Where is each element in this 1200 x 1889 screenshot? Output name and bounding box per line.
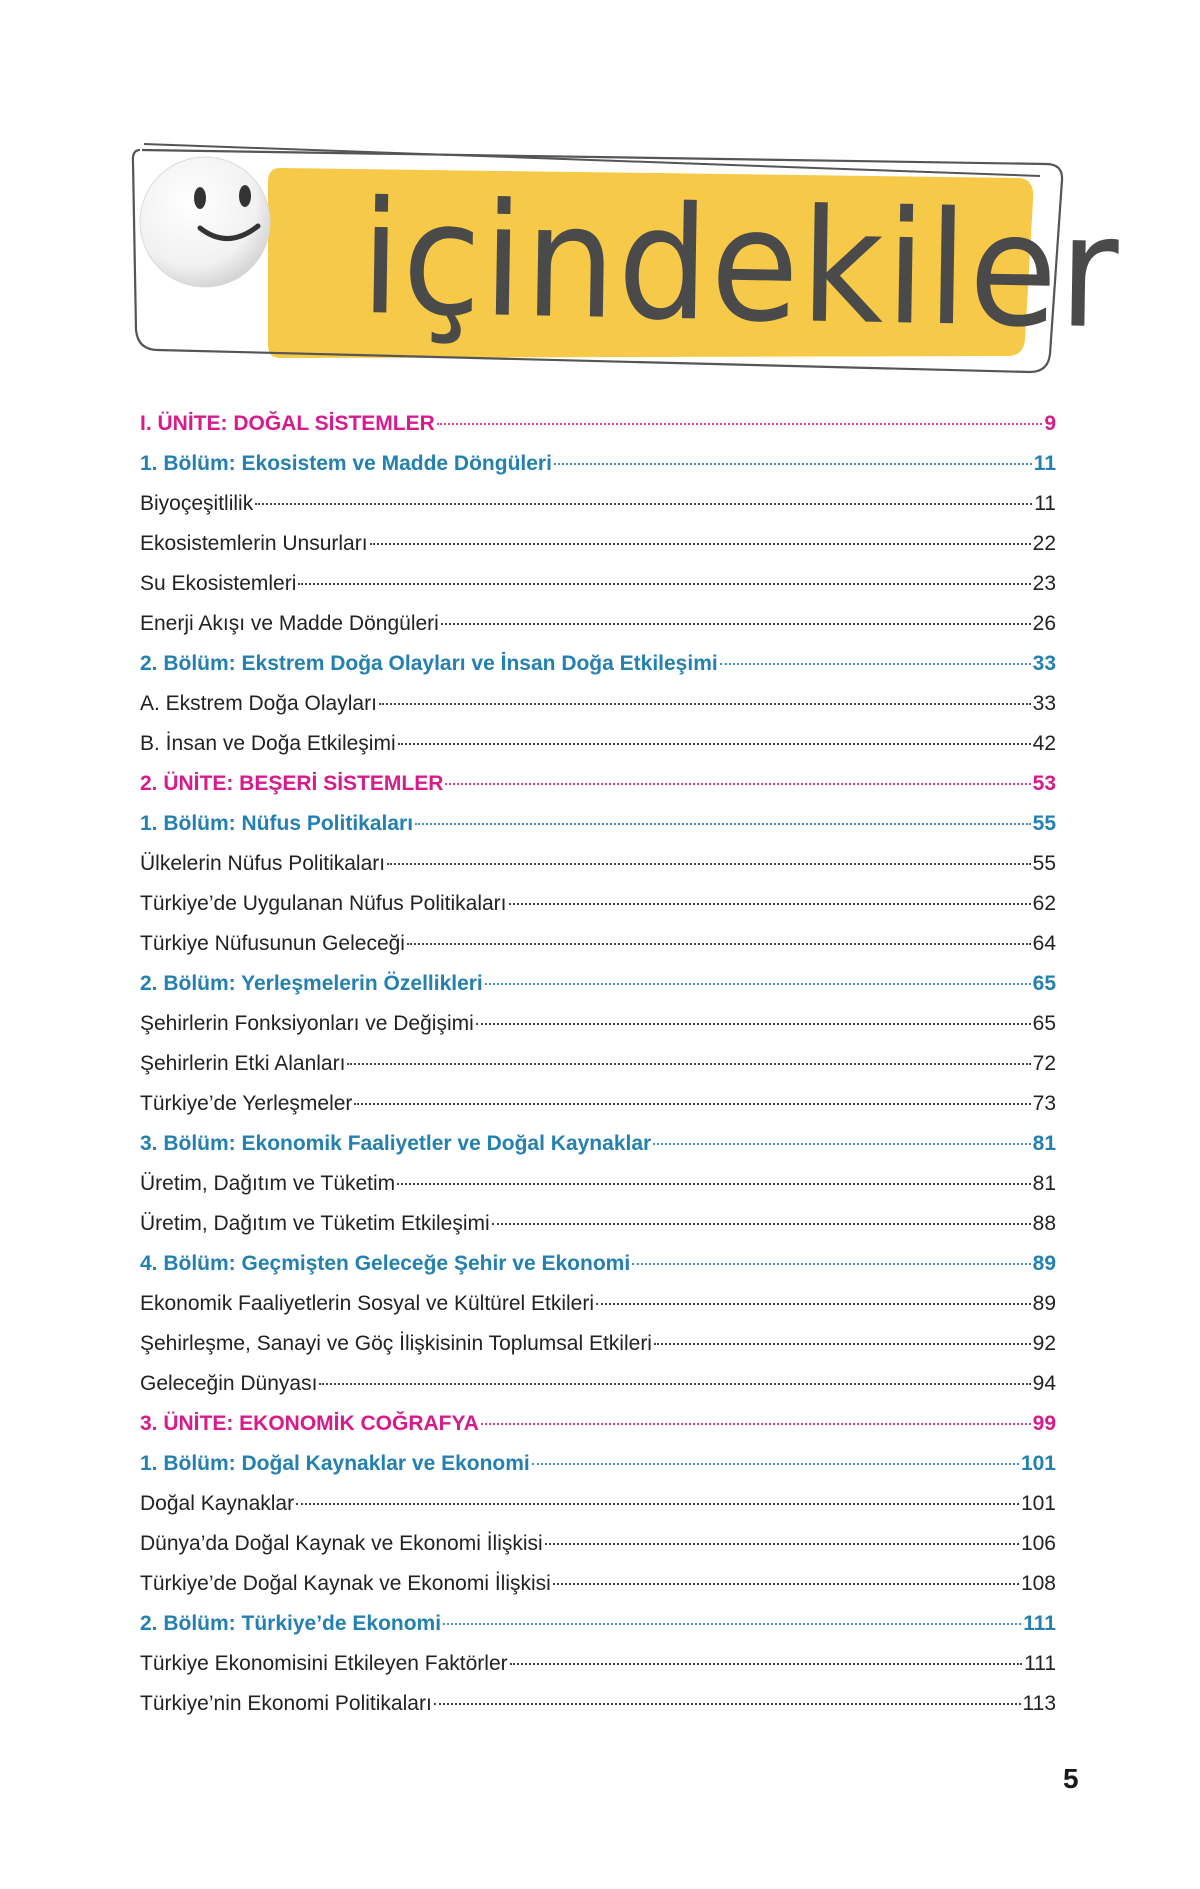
toc-entry-label: Türkiye’nin Ekonomi Politikaları xyxy=(140,1692,432,1715)
toc-item-row[interactable] xyxy=(140,1372,1056,1412)
toc-entry-label: Geleceğin Dünyası xyxy=(140,1372,318,1395)
toc-entry-label: Türkiye Nüfusunun Geleceği xyxy=(140,932,405,955)
toc-entry-label: I. ÜNİTE: DOĞAL SİSTEMLER xyxy=(140,412,435,435)
toc-section-row[interactable] xyxy=(140,972,1056,1012)
toc-item-row[interactable] xyxy=(140,732,1056,772)
page-number: 5 xyxy=(1063,1763,1079,1794)
toc-entry-page: 88 xyxy=(1032,1212,1056,1235)
dot-leader xyxy=(596,1303,1031,1305)
toc-entry-label: A. Ekstrem Doğa Olayları xyxy=(140,692,377,715)
dot-leader xyxy=(654,1343,1031,1345)
toc-entry-page: 111 xyxy=(1023,1612,1056,1635)
toc-entry-page: 101 xyxy=(1020,1452,1056,1475)
dot-leader xyxy=(443,1623,1021,1625)
toc-entry-page: 94 xyxy=(1032,1372,1056,1395)
toc-entry-label: Biyoçeşitlilik xyxy=(140,492,254,515)
toc-entry-page: 33 xyxy=(1032,692,1056,715)
toc-unit-row[interactable] xyxy=(140,412,1056,452)
dot-leader xyxy=(397,1183,1030,1185)
dot-leader xyxy=(653,1143,1030,1145)
dot-leader xyxy=(296,1503,1019,1505)
toc-entry-page: 106 xyxy=(1020,1532,1056,1555)
dot-leader xyxy=(510,1663,1022,1665)
toc-item-row[interactable] xyxy=(140,492,1056,532)
toc-entry-page: 23 xyxy=(1032,572,1056,595)
toc-entry-label: 4. Bölüm: Geçmişten Geleceğe Şehir ve Ekonomi xyxy=(140,1252,631,1275)
toc-entry-page: 99 xyxy=(1032,1412,1056,1435)
toc-entry-page: 73 xyxy=(1032,1092,1056,1115)
toc-section-row[interactable] xyxy=(140,1452,1056,1492)
dot-leader xyxy=(255,503,1032,505)
dot-leader xyxy=(387,863,1031,865)
toc-entry-label: 1. Bölüm: Nüfus Politikaları xyxy=(140,812,414,835)
dot-leader xyxy=(476,1023,1031,1025)
toc-entry-label: Türkiye’de Doğal Kaynak ve Ekonomi İlişkisi xyxy=(140,1572,551,1595)
toc-entry-label: 3. Bölüm: Ekonomik Faaliyetler ve Doğal Kaynaklar xyxy=(140,1132,652,1155)
toc-entry-label: 1. Bölüm: Doğal Kaynaklar ve Ekonomi xyxy=(140,1452,530,1475)
dot-leader xyxy=(481,1423,1031,1425)
toc-item-row[interactable] xyxy=(140,1652,1056,1692)
dot-leader xyxy=(485,983,1031,985)
toc-item-row[interactable] xyxy=(140,1572,1056,1612)
toc-entry-page: 64 xyxy=(1032,932,1056,955)
toc-entry-page: 72 xyxy=(1032,1052,1056,1075)
toc-entry-label: 2. Bölüm: Türkiye’de Ekonomi xyxy=(140,1612,442,1635)
toc-section-row[interactable] xyxy=(140,1612,1056,1652)
toc-entry-label: Ekosistemlerin Unsurları xyxy=(140,532,368,555)
toc-entry-page: 22 xyxy=(1032,532,1056,555)
toc-item-row[interactable] xyxy=(140,612,1056,652)
toc-entry-page: 33 xyxy=(1032,652,1056,675)
toc-entry-label: B. İnsan ve Doğa Etkileşimi xyxy=(140,732,396,755)
toc-entry-label: Dünya’da Doğal Kaynak ve Ekonomi İlişkisi xyxy=(140,1532,543,1555)
dot-leader xyxy=(415,823,1031,825)
toc-entry-page: 42 xyxy=(1032,732,1056,755)
toc-section-row[interactable] xyxy=(140,652,1056,692)
toc-item-row[interactable] xyxy=(140,1692,1056,1732)
left-eye xyxy=(194,187,206,209)
toc-entry-label: 2. ÜNİTE: BEŞERİ SİSTEMLER xyxy=(140,772,444,795)
toc-section-row[interactable] xyxy=(140,812,1056,852)
dot-leader xyxy=(319,1383,1030,1385)
dot-leader xyxy=(298,583,1030,585)
toc-entry-page: 11 xyxy=(1033,452,1056,475)
toc-entry-page: 101 xyxy=(1020,1492,1056,1515)
toc-entry-page: 55 xyxy=(1032,812,1056,835)
toc-entry-page: 111 xyxy=(1024,1652,1056,1675)
toc-item-row[interactable] xyxy=(140,892,1056,932)
dot-leader xyxy=(445,783,1030,785)
page-title: içindekiler xyxy=(359,167,1122,364)
toc-entry-label: Ekonomik Faaliyetlerin Sosyal ve Kültürel Etkileri xyxy=(140,1292,595,1315)
toc-entry-label: Türkiye’de Yerleşmeler xyxy=(140,1092,353,1115)
toc-entry-label: 3. ÜNİTE: EKONOMİK COĞRAFYA xyxy=(140,1412,479,1435)
title-banner xyxy=(130,140,1122,390)
toc-item-row[interactable] xyxy=(140,1332,1056,1372)
toc-section-row[interactable] xyxy=(140,1132,1056,1172)
dot-leader xyxy=(347,1063,1030,1065)
toc-entry-label: Su Ekosistemleri xyxy=(140,572,297,595)
dot-leader xyxy=(492,1223,1031,1225)
toc-entry-page: 81 xyxy=(1032,1172,1056,1195)
toc-entry-label: 2. Bölüm: Ekstrem Doğa Olayları ve İnsan Doğa Etkileşimi xyxy=(140,652,718,675)
toc-item-row[interactable] xyxy=(140,932,1056,972)
dot-leader xyxy=(554,463,1032,465)
toc-entry-label: Enerji Akışı ve Madde Döngüleri xyxy=(140,612,439,635)
toc-item-row[interactable] xyxy=(140,1212,1056,1252)
toc-entry-label: Türkiye’de Uygulanan Nüfus Politikaları xyxy=(140,892,507,915)
toc-item-row[interactable] xyxy=(140,572,1056,612)
toc-unit-row[interactable] xyxy=(140,772,1056,812)
toc-entry-label: Şehirlerin Etki Alanları xyxy=(140,1052,346,1075)
toc-item-row[interactable] xyxy=(140,1012,1056,1052)
toc-item-row[interactable] xyxy=(140,1172,1056,1212)
toc-entry-page: 89 xyxy=(1032,1252,1056,1275)
toc-entry-label: Üretim, Dağıtım ve Tüketim xyxy=(140,1172,396,1195)
toc-entry-page: 65 xyxy=(1032,972,1056,995)
toc-entry-page: 53 xyxy=(1032,772,1056,795)
toc-item-row[interactable] xyxy=(140,532,1056,572)
toc-entry-label: Şehirlerin Fonksiyonları ve Değişimi xyxy=(140,1012,474,1035)
toc-section-row[interactable] xyxy=(140,452,1056,492)
dot-leader xyxy=(441,623,1031,625)
toc-item-row[interactable] xyxy=(140,1532,1056,1572)
toc-item-row[interactable] xyxy=(140,1052,1056,1092)
dot-leader xyxy=(532,1463,1019,1465)
dot-leader xyxy=(553,1583,1019,1585)
toc-entry-label: Üretim, Dağıtım ve Tüketim Etkileşimi xyxy=(140,1212,490,1235)
toc-item-row[interactable] xyxy=(140,852,1056,892)
toc-entry-label: Türkiye Ekonomisini Etkileyen Faktörler xyxy=(140,1652,508,1675)
dot-leader xyxy=(407,943,1031,945)
right-eye xyxy=(239,185,251,207)
toc-entry-label: Doğal Kaynaklar xyxy=(140,1492,295,1515)
toc-item-row[interactable] xyxy=(140,1492,1056,1532)
dot-leader xyxy=(398,743,1031,745)
toc-section-row[interactable] xyxy=(140,1252,1056,1292)
toc-entry-label: 1. Bölüm: Ekosistem ve Madde Döngüleri xyxy=(140,452,552,475)
toc-entry-page: 92 xyxy=(1032,1332,1056,1355)
dot-leader xyxy=(379,703,1031,705)
toc-item-row[interactable] xyxy=(140,1092,1056,1132)
toc-entry-page: 62 xyxy=(1032,892,1056,915)
dot-leader xyxy=(434,1703,1021,1705)
toc-entry-label: Şehirleşme, Sanayi ve Göç İlişkisinin Toplumsal Etkileri xyxy=(140,1332,652,1355)
toc-entry-label: Ülkelerin Nüfus Politikaları xyxy=(140,852,386,875)
toc-entry-page: 89 xyxy=(1032,1292,1056,1315)
dot-leader xyxy=(632,1263,1030,1265)
toc-unit-row[interactable] xyxy=(140,1412,1056,1452)
toc-entry-page: 81 xyxy=(1032,1132,1056,1155)
dot-leader xyxy=(720,663,1031,665)
toc-entry-page: 113 xyxy=(1022,1692,1056,1715)
smiley-ball-icon xyxy=(140,157,270,287)
toc-entry-page: 9 xyxy=(1044,412,1056,435)
toc-entry-page: 11 xyxy=(1034,492,1056,515)
toc-entry-page: 55 xyxy=(1032,852,1056,875)
toc-entry-page: 108 xyxy=(1020,1572,1056,1595)
table-of-contents xyxy=(140,412,1056,1732)
toc-item-row[interactable] xyxy=(140,1292,1056,1332)
dot-leader xyxy=(354,1103,1030,1105)
dot-leader xyxy=(509,903,1031,905)
toc-entry-label: 2. Bölüm: Yerleşmelerin Özellikleri xyxy=(140,972,483,995)
toc-entry-page: 65 xyxy=(1032,1012,1056,1035)
dot-leader xyxy=(437,423,1043,425)
dot-leader xyxy=(370,543,1031,545)
toc-entry-page: 26 xyxy=(1032,612,1056,635)
toc-item-row[interactable] xyxy=(140,692,1056,732)
dot-leader xyxy=(545,1543,1019,1545)
